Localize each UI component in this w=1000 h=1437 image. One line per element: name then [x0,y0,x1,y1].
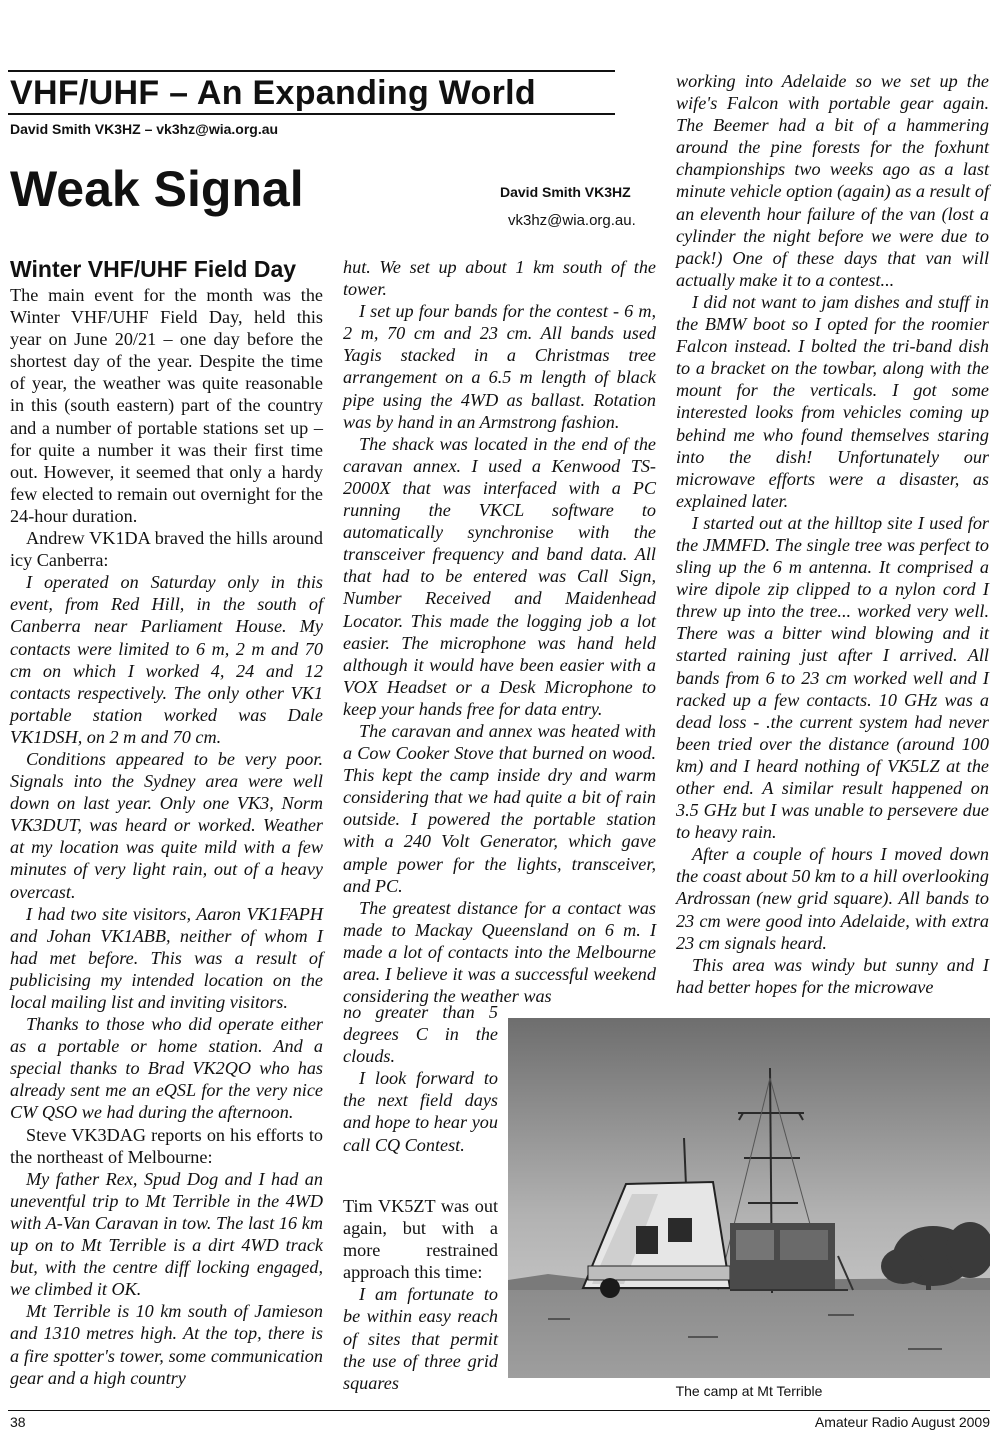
quote-paragraph: My father Rex, Spud Dog and I had an uneventful trip to Mt Terrible in the 4WD with A-Van Caravan in tow. The last 16 km up on to Mt Terrible is a dirt 4WD track but, with the centre diff locking engaged, we climbed it OK. [10,1168,323,1300]
quote-paragraph: Thanks to those who did operate either as a portable or home station. And a special thanks to Brad VK2QO who has already sent me an eQSL for the very nice CW QSO we had during the afternoon. [10,1014,323,1123]
column-3 [676,70,989,998]
section-heading: Winter VHF/UHF Field Day [10,256,297,282]
magazine-issue: Amateur Radio August 2009 [814,1414,990,1430]
article-headline: Weak Signal [10,161,304,217]
quote-paragraph: hut. We set up about 1 km south of the tower. [343,257,656,300]
column-2-lower [343,1195,498,1394]
quote-paragraph: Mt Terrible is 10 km south of Jamieson and 1310 metres high. At the top, there is a fire spotter's tower, some communication gear and a high country [10,1301,323,1388]
column-title: VHF/UHF – An Expanding World [10,74,536,112]
quote-paragraph: I started out at the hilltop site I used for the JMMFD. The single tree was perfect to sling up the 6 m antenna. It comprised a wire dipole zip clipped to a nylon cord I threw up into the tree... worked very well. There was a bitter wind blowing and it started raining just after I arrived. All bands from 6 to 23 cm worked well and I racked up a few contacts. 10 GHz was a dead loss - .the current system had never been tried over the distance (around 100 km) and I heard nothing of VK5LZ at the other end. A similar result happened on 3.5 GHz but I was unable to persevere due to heavy rain. [676,512,989,843]
quote-paragraph: no greater than 5 degrees C in the clouds. [343,1002,498,1067]
page-number: 38 [10,1414,26,1430]
photo-caption: The camp at Mt Terrible [675,1383,823,1399]
column-2-narrow [343,1001,498,1156]
quote-paragraph: I operated on Saturday only in this event, from Red Hill, in the south of Canberra near Parliament House. My contacts were limited to 6 m, 2 m and 70 cm on which I worked 4, 24 and 12 contacts respectively. The only other VK1 portable station worked was Dale VK1DSH, on 2 m and 70 cm. [10,572,323,747]
author-email: vk3hz@wia.org.au. [508,212,636,229]
quote-paragraph: I am fortunate to be within easy reach of sites that permit the use of three grid squares [343,1284,498,1393]
quote-paragraph: I had two site visitors, Aaron VK1FAPH and Johan VK1ABB, neither of whom I had met before. This was a result of publicising my intended location on the local mailing list and inviting visitors. [10,903,323,1012]
quote-paragraph: Conditions appeared to be very poor. Signals into the Sydney area were well down on last year. Only one VK3, Norm VK3DUT, was heard or worked. Weather at my location was quite mild with a few minutes of very light rain, out of a heavy overcast. [10,748,323,902]
quote-paragraph: I set up four bands for the contest - 6 m, 2 m, 70 cm and 23 cm. All bands used Yagis stacked in a Christmas tree arrangement on a 6.5 m length of black pipe using the 4WD as ballast. Rotation was by hand in an Armstrong fashion. [343,301,656,432]
author-name: David Smith VK3HZ [500,184,631,200]
column-1 [10,284,323,1389]
quote-paragraph: The caravan and annex was heated with a Cow Cooker Stove that burned on wood. This kept the camp inside dry and warm considering that we had quite a bit of rain outside. I powered the portable station with a 240 Volt Generator, which gave ample power for the lights, transceiver, and PC. [343,720,656,896]
title-rule [8,113,615,115]
quote-paragraph: The shack was located in the end of the caravan annex. I used a Kenwood TS-2000X that was interfaced with a PC running the VKCL software to automatically synchronise with the transceiver frequency and band data. All that had to be entered was Call Sign, Number Received and Maidenhead Locator. This made the logging job a lot easier. The microphone was hand held although it would have been easier with a VOX Headset or a Desk Microphone to keep your hands free for data entry. [343,433,656,719]
footer-rule [8,1410,990,1411]
top-rule [8,70,615,72]
column-2 [343,256,656,1007]
paragraph: Steve VK3DAG reports on his efforts to the northeast of Melbourne: [10,1124,323,1167]
camp-photo [508,1018,990,1378]
quote-paragraph: working into Adelaide so we set up the wife's Falcon with portable gear again. The Beemer had a bit of a hammering around the pine forests for the foxhunt championships two weeks ago as a last minute vehicle option (again) as a result of an eleventh hour failure of the van (lost a cylinder the night before we were due to pack!) One of these days that van will actually make it to a contest... [676,71,990,290]
paragraph: Tim VK5ZT was out again, but with a more restrained approach this time: [343,1196,498,1283]
column-byline: David Smith VK3HZ – vk3hz@wia.org.au [10,121,279,137]
quote-paragraph: After a couple of hours I moved down the coast about 50 km to a hill overlooking Ardrossan (new grid square). All bands to 23 cm were good into Adelaide, with extra 23 cm signals heard. [676,844,989,953]
paragraph: The main event for the month was the Winter VHF/UHF Field Day, held this year on June 20/21 – one day before the shortest day of the year. Despite the time of year, the weather was quite reasonable in this (south eastern) part of the country and a number of portable stations set up – for quite a number it was their first time out. However, it seemed that only a hardy few elected to remain out overnight for the 24-hour duration. [10,285,323,526]
paragraph: Andrew VK1DA braved the hills around icy Canberra: [10,528,323,571]
quote-paragraph: I look forward to the next field days and hope to hear you call CQ Contest. [343,1068,498,1155]
quote-paragraph: I did not want to jam dishes and stuff in the BMW boot so I opted for the roomier Falcon instead. I bolted the tri-band dish to a bracket on the towbar, along with the mount for the verticals. I got some interested looks from vehicles coming up behind me who found themselves staring into the dish! Unfortunately our microwave efforts were a disaster, as explained later. [676,291,989,511]
quote-paragraph: The greatest distance for a contact was made to Mackay Queensland on 6 m. I made a lot of contacts into the Melbourne area. I believe it was a successful weekend considering the weather was [343,897,656,1007]
quote-paragraph: This area was windy but sunny and I had better hopes for the microwave [676,954,989,997]
